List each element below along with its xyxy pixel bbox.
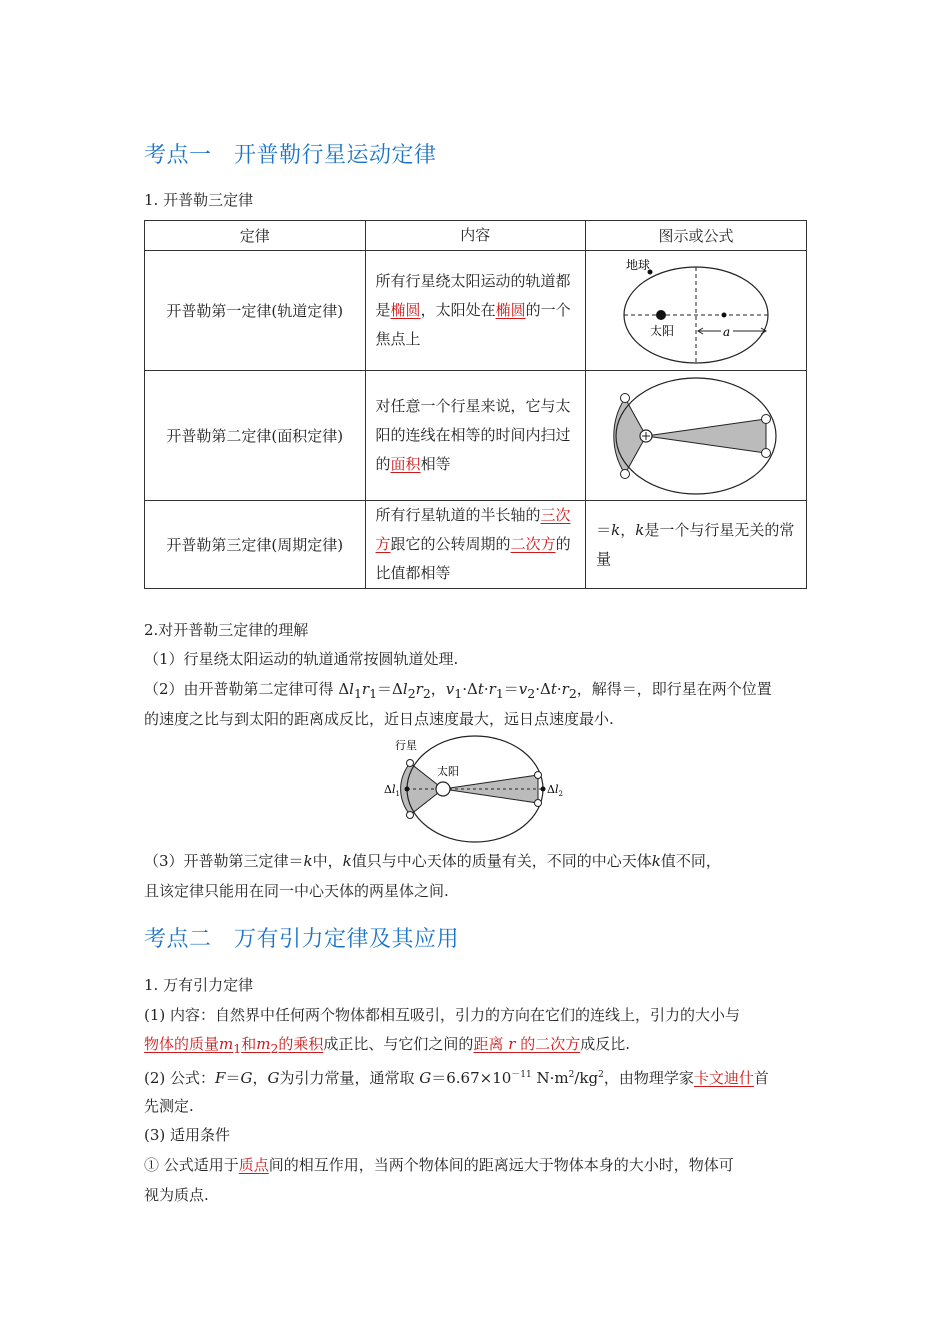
delta-l2-label: $\Delta l_2$ bbox=[547, 783, 563, 798]
subheading-understanding: 2.对开普勒三定律的理解 bbox=[144, 621, 309, 639]
table-row bbox=[145, 501, 807, 589]
gravity-formula-line2: 先测定. bbox=[144, 1097, 194, 1115]
focus-dot bbox=[722, 312, 727, 317]
law-content: 所有行星绕太阳运动的轨道都是椭圆，太阳处在椭圆的一个焦点上 bbox=[365, 251, 586, 371]
kepler-laws-table bbox=[144, 220, 807, 589]
sun-label: 太阳 bbox=[437, 765, 459, 778]
table-header-row bbox=[145, 221, 807, 251]
paragraph-3-line2: 且该定律只能用在同一中心天体的两星体之间. bbox=[144, 882, 449, 900]
table-header: 内容 bbox=[365, 221, 586, 251]
law-content: 对任意一个行星来说，它与太阳的连线在相等的时间内扫过的面积相等 bbox=[365, 371, 586, 501]
paragraph-1: （1）行星绕太阳运动的轨道通常按圆轨道处理. bbox=[144, 650, 459, 668]
area-figure-cell bbox=[586, 371, 807, 501]
applicable-conditions-heading: (3) 适用条件 bbox=[144, 1126, 231, 1144]
planet-speed-diagram bbox=[375, 733, 575, 845]
gravity-formula-line1: (2) 公式：F＝G，G为引力常量，通常取 $G=6.67\times 10^{-11}$ $N\cdot m^2/kg^2$，由物理学家卡文迪什首 bbox=[144, 1069, 769, 1087]
subheading-kepler-laws: 1. 开普勒三定律 bbox=[144, 191, 254, 209]
ellipse-orbit-diagram bbox=[606, 255, 786, 367]
gravity-content-line2: 物体的质量$m_1$和$m_2$的乘积成正比、与它们之间的距离 r 的二次方成反比. bbox=[144, 1035, 630, 1056]
section-title-2: 考点二 万有引力定律及其应用 bbox=[144, 927, 460, 952]
earth-label: 地球 bbox=[626, 257, 651, 272]
table-header: 图示或公式 bbox=[586, 221, 807, 251]
law-content: 所有行星轨道的半长轴的三次方跟它的公转周期的二次方的比值都相等 bbox=[365, 501, 586, 589]
condition-1-line2: 视为质点. bbox=[144, 1186, 209, 1204]
paragraph-2-line2: 的速度之比与到太阳的距离成反比，近日点速度最大，远日点速度最小. bbox=[144, 710, 614, 728]
condition-1-line1: ① 公式适用于质点间的相互作用，当两个物体间的距离远大于物体本身的大小时，物体可 bbox=[144, 1156, 734, 1174]
planet-label: 行星 bbox=[395, 739, 417, 752]
section-title-1: 考点一 开普勒行星运动定律 bbox=[144, 143, 437, 168]
sun-circle bbox=[436, 782, 450, 796]
semi-major-axis-label: a bbox=[723, 324, 731, 339]
subheading-gravity-law: 1. 万有引力定律 bbox=[144, 976, 254, 994]
sun-dot bbox=[656, 310, 666, 320]
law-name: 开普勒第三定律(周期定律) bbox=[145, 501, 366, 589]
law-name: 开普勒第二定律(面积定律) bbox=[145, 371, 366, 501]
law-name: 开普勒第一定律(轨道定律) bbox=[145, 251, 366, 371]
orbit-figure-cell bbox=[586, 251, 807, 371]
law-formula: ＝k，k是一个与行星无关的常量 bbox=[586, 501, 807, 589]
table-row bbox=[145, 371, 807, 501]
area-law-diagram bbox=[606, 376, 786, 496]
sun-label: 太阳 bbox=[650, 323, 675, 338]
paragraph-3: （3）开普勒第三定律＝k中，k值只与中心天体的质量有关，不同的中心天体k值不同， bbox=[144, 852, 721, 870]
gravity-content-line1: (1) 内容：自然界中任何两个物体都相互吸引，引力的方向在它们的连线上，引力的大小与 bbox=[144, 1006, 741, 1024]
table-header: 定律 bbox=[145, 221, 366, 251]
paragraph-2: （2）由开普勒第二定律可得 $\Delta l_1r_1=\Delta l_2r_2$，$v_1\cdot\Delta t\cdot r_1=v_2\cdot\Delta t\cdot r_2$，解得＝，即行星在两个位置 bbox=[144, 680, 772, 701]
delta-l1-label: $\Delta l_1$ bbox=[384, 783, 400, 798]
table-row bbox=[145, 251, 807, 371]
